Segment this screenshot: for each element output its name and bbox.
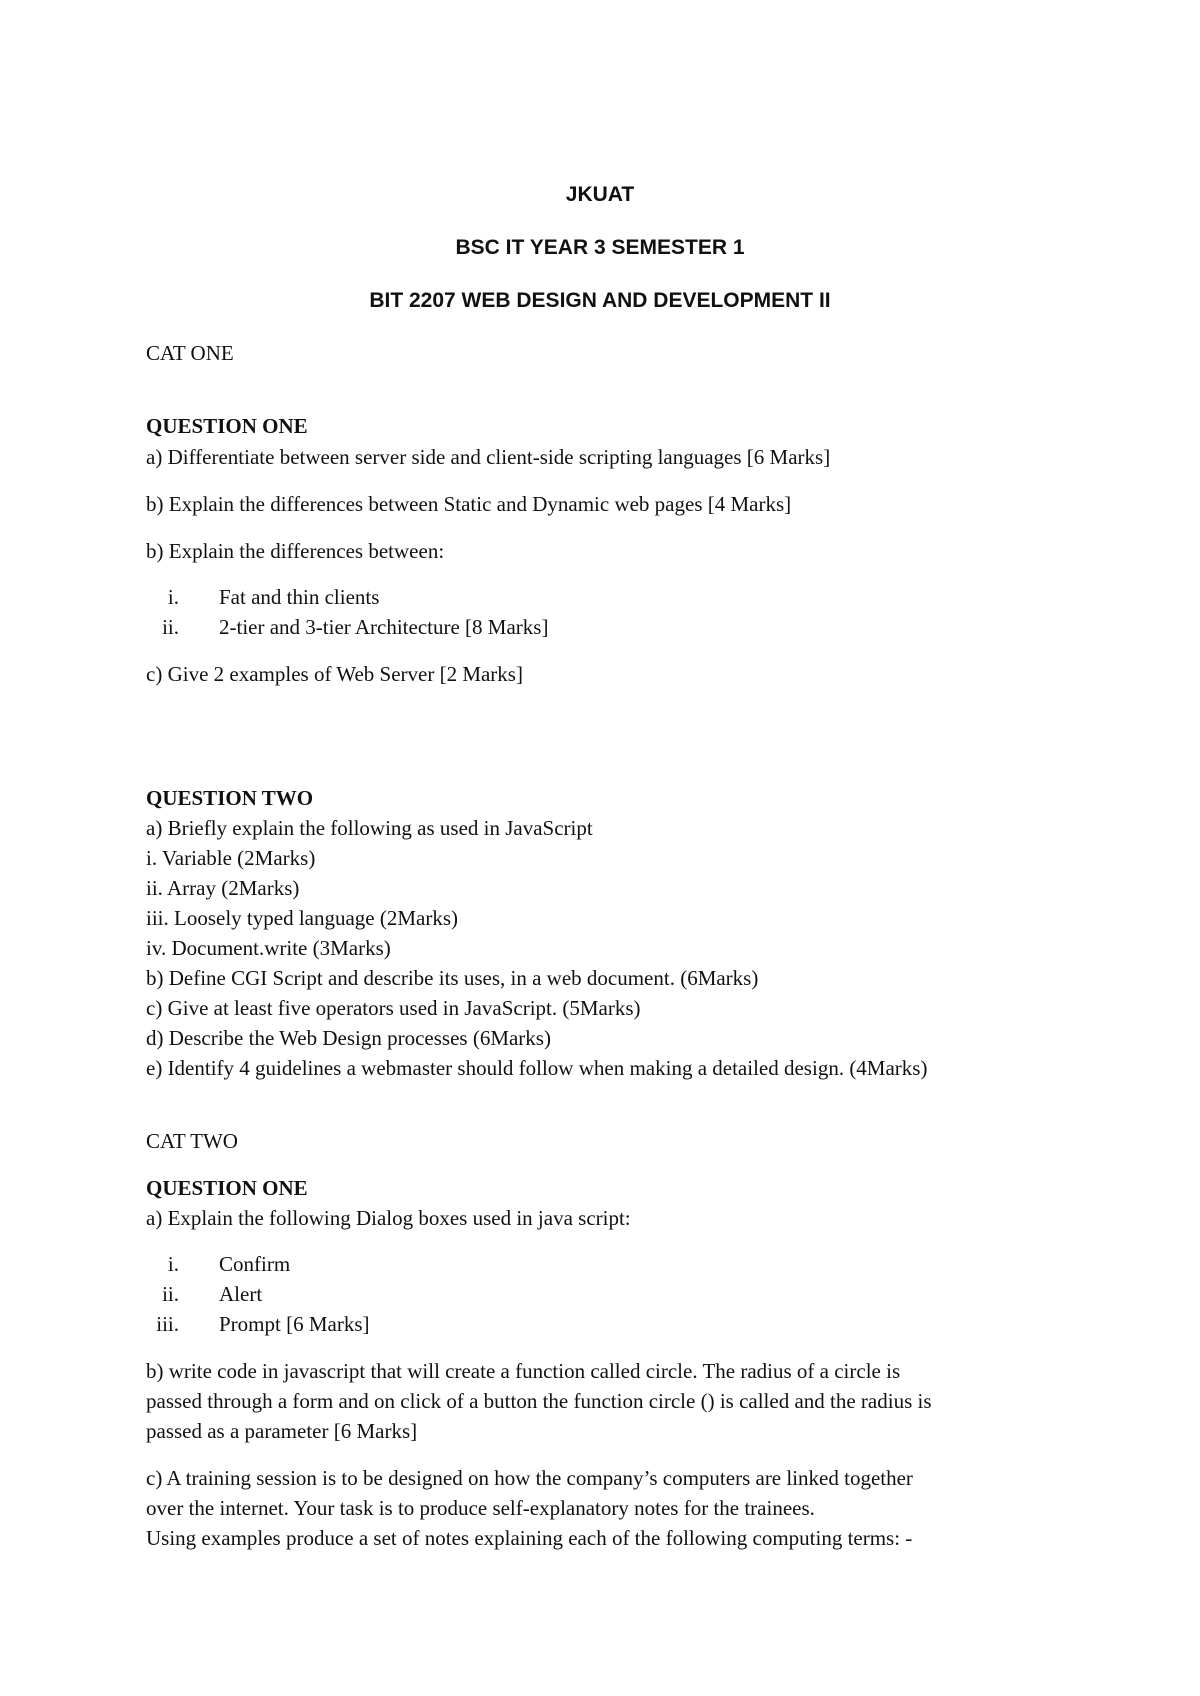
list-item: Alert	[219, 1282, 263, 1306]
list-number: i.	[167, 1252, 179, 1276]
cat-one-q2-line: iii. Loosely typed language (2Marks)	[146, 906, 459, 930]
cat-one-q2-line: ii. Array (2Marks)	[146, 876, 300, 900]
institution-title: JKUAT	[565, 183, 635, 206]
cat-one-q2-line: a) Briefly explain the following as used in JavaScript	[146, 816, 593, 840]
course-title: BIT 2207 WEB DESIGN AND DEVELOPMENT II	[369, 289, 831, 312]
cat-two-q1-b-line: passed as a parameter [6 Marks]	[146, 1419, 418, 1443]
cat-two-q1-a: a) Explain the following Dialog boxes used in java script:	[146, 1206, 631, 1230]
list-number: i.	[167, 585, 179, 609]
list-number: iii.	[156, 1312, 179, 1336]
cat-two-q1-c-line: over the internet. Your task is to produce self-explanatory notes for the trainees.	[146, 1496, 815, 1520]
cat-two-q1-c-line: Using examples produce a set of notes explaining each of the following computing terms: -	[146, 1526, 913, 1550]
cat-one-q2-line: b) Define CGI Script and describe its uses, in a web document. (6Marks)	[146, 966, 759, 990]
cat-one-q1-b1: b) Explain the differences between Static and Dynamic web pages [4 Marks]	[146, 492, 792, 516]
cat-one-q2-heading: QUESTION TWO	[146, 786, 314, 810]
list-item: Fat and thin clients	[219, 585, 380, 609]
cat-one-q1-c: c) Give 2 examples of Web Server [2 Marks]	[146, 662, 523, 686]
cat-two-q1-b-line: b) write code in javascript that will create a function called circle. The radius of a circle is	[146, 1359, 901, 1383]
list-item: Prompt [6 Marks]	[219, 1312, 370, 1336]
cat-one-q2-line: iv. Document.write (3Marks)	[146, 936, 391, 960]
cat-one-q1-b2: b) Explain the differences between:	[146, 539, 445, 563]
cat-one-q2-line: e) Identify 4 guidelines a webmaster should follow when making a detailed design. (4Marks)	[146, 1056, 928, 1080]
cat-one-q2-line: i. Variable (2Marks)	[146, 846, 316, 870]
cat-two-q1-b-line: passed through a form and on click of a button the function circle () is called and the radius is	[146, 1389, 932, 1413]
cat-one-q1-a: a) Differentiate between server side and client-side scripting languages [6 Marks]	[146, 445, 831, 469]
list-item: 2-tier and 3-tier Architecture [8 Marks]	[219, 615, 549, 639]
cat-one-q2-line: d) Describe the Web Design processes (6Marks)	[146, 1026, 551, 1050]
program-title: BSC IT YEAR 3 SEMESTER 1	[455, 236, 745, 259]
list-item: Confirm	[219, 1252, 291, 1276]
list-number: ii.	[162, 615, 179, 639]
cat-one-heading: CAT ONE	[146, 341, 234, 365]
cat-two-heading: CAT TWO	[146, 1129, 238, 1153]
cat-one-q1-heading: QUESTION ONE	[146, 414, 308, 438]
cat-two-q1-heading: QUESTION ONE	[146, 1176, 308, 1200]
cat-one-q2-line: c) Give at least five operators used in JavaScript. (5Marks)	[146, 996, 641, 1020]
list-number: ii.	[162, 1282, 179, 1306]
cat-two-q1-c-line: c) A training session is to be designed on how the company’s computers are linked together	[146, 1466, 913, 1490]
